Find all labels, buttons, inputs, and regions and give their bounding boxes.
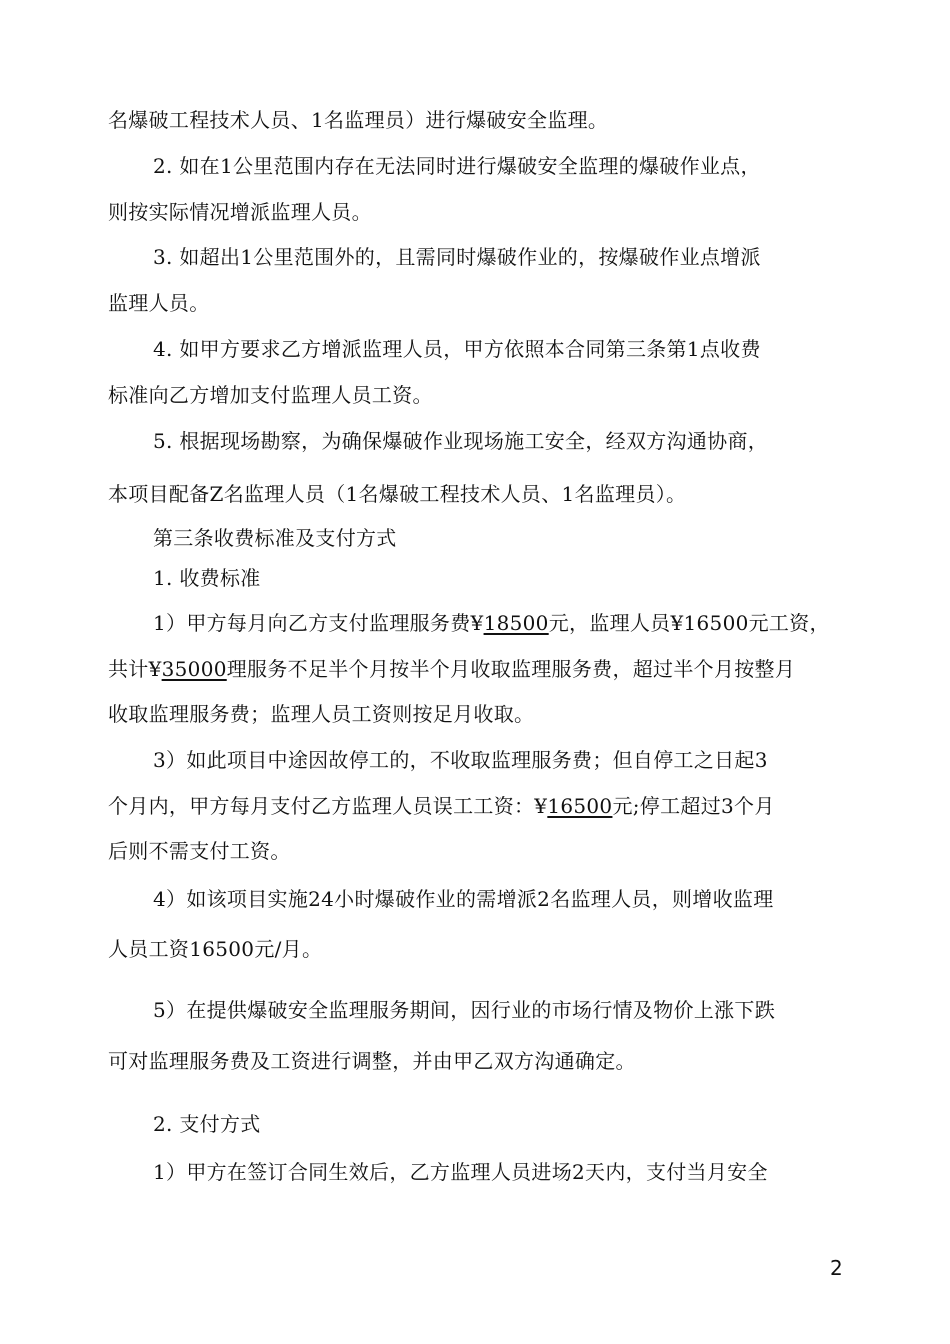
text-line: 3. 如超出1公里范围外的，且需同时爆破作业的，按爆破作业点增派 bbox=[153, 245, 761, 269]
text-run: 共计¥ bbox=[108, 657, 162, 681]
text-line: 2. 如在1公里范围内存在无法同时进行爆破安全监理的爆破作业点， bbox=[153, 154, 761, 178]
underlined-amount: 16500 bbox=[547, 794, 613, 818]
text-line: 后则不需支付工资。 bbox=[108, 839, 291, 863]
page-number: 2 bbox=[830, 1256, 843, 1280]
text-run: 元，监理人员¥16500元工资， bbox=[548, 611, 830, 635]
text-line: 4）如该项目实施24小时爆破作业的需增派2名监理人员，则增收监理 bbox=[153, 887, 774, 911]
text-line: 则按实际情况增派监理人员。 bbox=[108, 200, 372, 224]
text-run: 元;停工超过3个月 bbox=[612, 794, 775, 818]
text-line: 名爆破工程技术人员、1名监理员）进行爆破安全监理。 bbox=[108, 108, 609, 132]
subsection-heading: 1. 收费标准 bbox=[153, 566, 261, 590]
text-line: 人员工资16500元/月。 bbox=[108, 937, 323, 961]
underlined-amount: 18500 bbox=[483, 611, 549, 635]
section-heading: 第三条收费标准及支付方式 bbox=[153, 526, 397, 550]
text-line: 收取监理服务费；监理人员工资则按足月收取。 bbox=[108, 702, 535, 726]
text-line: 本项目配备Z名监理人员（1名爆破工程技术人员、1名监理员）。 bbox=[108, 482, 687, 506]
text-line: 3）如此项目中途因故停工的，不收取监理服务费；但自停工之日起3 bbox=[153, 748, 768, 772]
text-line: 5. 根据现场勘察，为确保爆破作业现场施工安全，经双方沟通协商， bbox=[153, 429, 769, 453]
text-line: 5）在提供爆破安全监理服务期间，因行业的市场行情及物价上涨下跌 bbox=[153, 998, 776, 1022]
text-line: 监理人员。 bbox=[108, 291, 210, 315]
text-line bbox=[153, 609, 830, 637]
text-line bbox=[108, 655, 795, 683]
underlined-amount: 35000 bbox=[161, 657, 227, 681]
text-run: 理服务不足半个月按半个月收取监理服务费，超过半个月按整月 bbox=[226, 657, 796, 681]
text-run: 1）甲方每月向乙方支付监理服务费¥ bbox=[153, 611, 484, 635]
text-line: 1）甲方在签订合同生效后，乙方监理人员进场2天内，支付当月安全 bbox=[153, 1160, 768, 1184]
text-run: 个月内，甲方每月支付乙方监理人员误工工资：¥ bbox=[108, 794, 548, 818]
text-line bbox=[108, 792, 775, 820]
text-line: 4. 如甲方要求乙方增派监理人员，甲方依照本合同第三条第1点收费 bbox=[153, 337, 761, 361]
text-line: 可对监理服务费及工资进行调整，并由甲乙双方沟通确定。 bbox=[108, 1049, 636, 1073]
text-line: 标准向乙方增加支付监理人员工资。 bbox=[108, 383, 433, 407]
subsection-heading: 2. 支付方式 bbox=[153, 1112, 261, 1136]
